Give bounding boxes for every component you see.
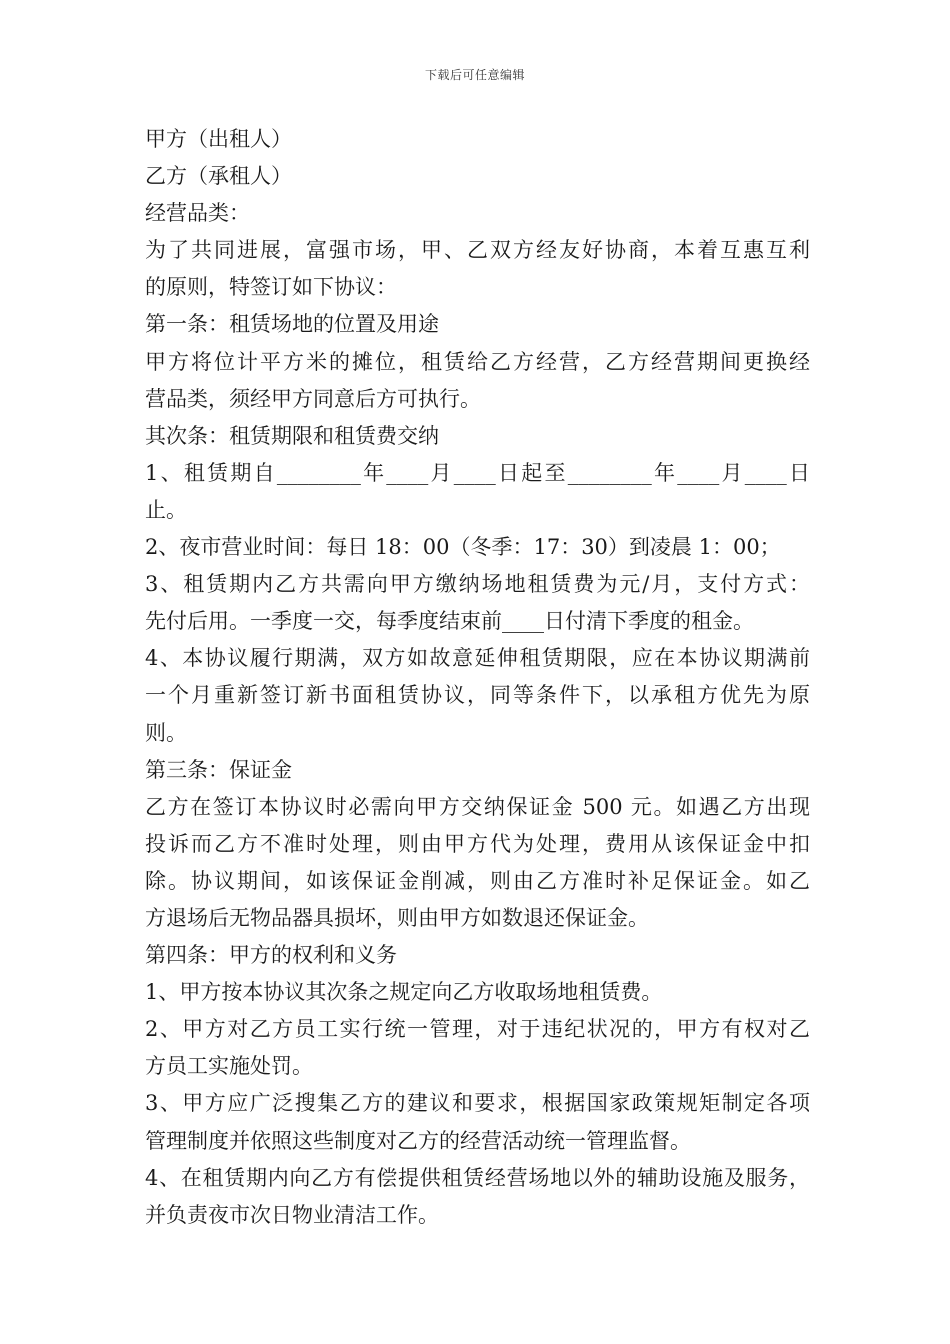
document-line: 2、夜市营业时间：每日 18：00（冬季：17：30）到凌晨 1：00； [145, 535, 781, 560]
document-line: 其次条：租赁期限和租赁费交纳 [145, 423, 439, 448]
document-line: 投诉而乙方不准时处理，则由甲方代为处理，费用从该保证金中扣 [145, 831, 810, 856]
document-line: 则。 [145, 720, 187, 745]
document-line: 甲方将位计平方米的摊位，租赁给乙方经营，乙方经营期间更换经 [145, 349, 810, 374]
document-line: 为了共同进展，富强市场，甲、乙双方经友好协商，本着互惠互利 [145, 238, 810, 263]
document-line: 4、本协议履行期满，双方如故意延伸租赁期限，应在本协议期满前 [145, 646, 810, 671]
document-line: 方员工实施处罚。 [145, 1054, 313, 1079]
document-line: 2、甲方对乙方员工实行统一管理，对于违纪状况的，甲方有权对乙 [145, 1017, 810, 1042]
document-line: 管理制度并依照这些制度对乙方的经营活动统一管理监督。 [145, 1128, 691, 1153]
document-line: 并负责夜市次日物业清洁工作。 [145, 1202, 439, 1227]
document-line: 一个月重新签订新书面租赁协议，同等条件下，以承租方优先为原 [145, 683, 810, 708]
document-line: 的原则，特签订如下协议： [145, 275, 397, 300]
document-line: 营品类，须经甲方同意后方可执行。 [145, 386, 481, 411]
document-line: 第三条：保证金 [145, 757, 292, 782]
document-line: 除。协议期间，如该保证金削减，则由乙方准时补足保证金。如乙 [145, 868, 810, 893]
document-line: 先付后用。一季度一交，每季度结束前____日付清下季度的租金。 [145, 609, 754, 634]
document-body [145, 121, 810, 1234]
document-line: 1、租赁期自________年____月____日起至________年____月____日 [145, 460, 810, 485]
document-line: 4、在租赁期内向乙方有偿提供租赁经营场地以外的辅助设施及服务， [145, 1165, 810, 1190]
document-line: 乙方在签订本协议时必需向甲方交纳保证金 500 元。如遇乙方出现 [145, 794, 810, 819]
document-line: 甲方（出租人） [145, 127, 292, 151]
document-line: 乙方（承租人） [145, 164, 292, 189]
document-line: 经营品类： [145, 201, 250, 226]
document-line: 3、租赁期内乙方共需向甲方缴纳场地租赁费为元/月，支付方式： [145, 572, 810, 597]
document-line: 止。 [145, 497, 187, 522]
document-line: 方退场后无物品器具损坏，则由甲方如数退还保证金。 [145, 905, 649, 930]
document-line: 第四条：甲方的权利和义务 [145, 943, 397, 968]
document-line: 第一条：租赁场地的位置及用途 [145, 312, 439, 337]
page-header: 下载后可任意编辑 [424, 68, 525, 82]
document-line: 3、甲方应广泛搜集乙方的建议和要求，根据国家政策规矩制定各项 [145, 1091, 810, 1116]
document-line: 1、甲方按本协议其次条之规定向乙方收取场地租赁费。 [145, 980, 663, 1005]
